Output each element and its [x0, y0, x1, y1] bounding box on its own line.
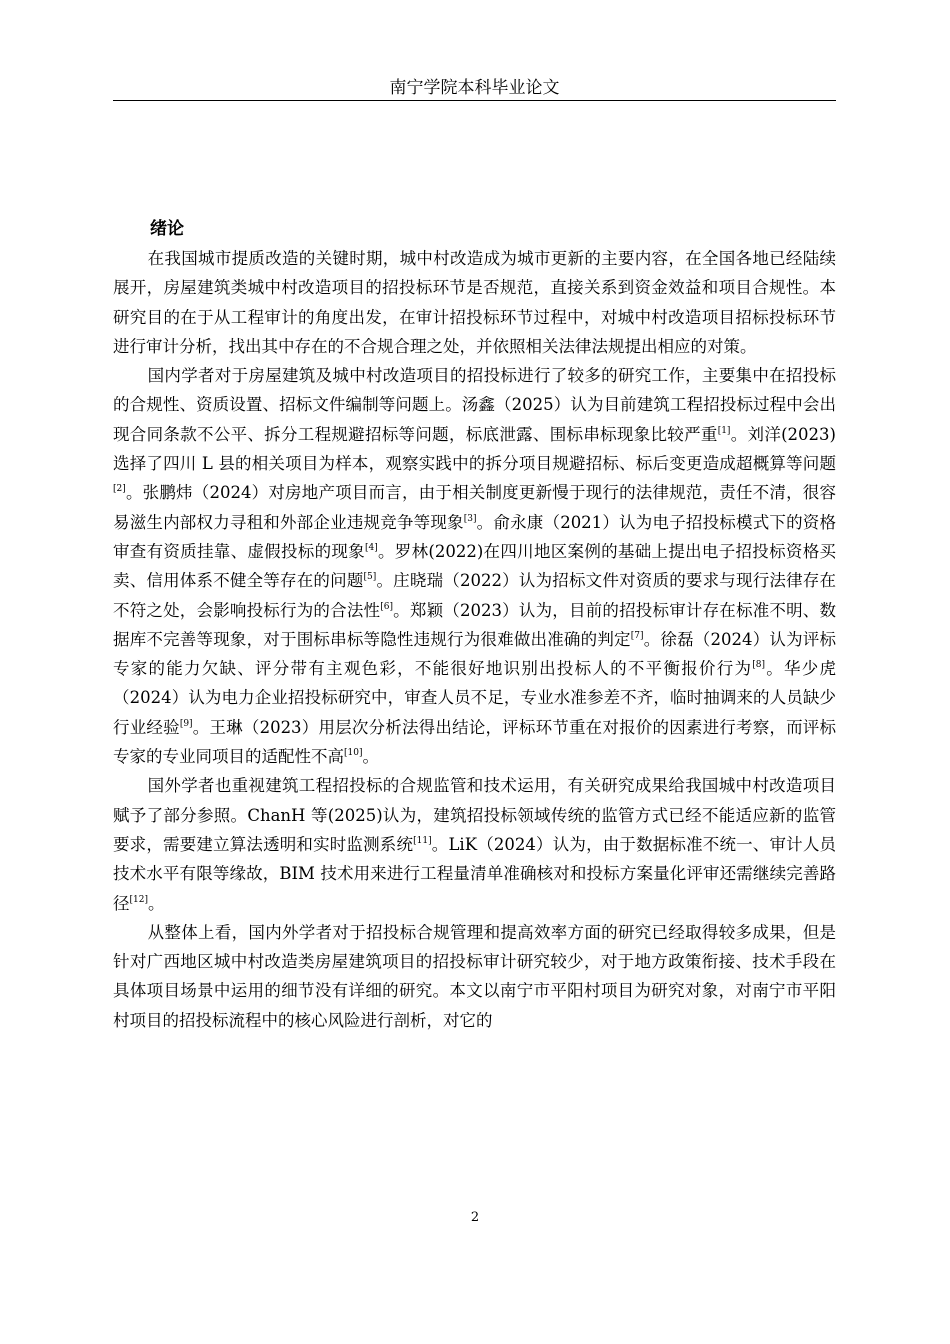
section-heading: 绪论 — [150, 219, 184, 239]
citation-ref: [5] — [363, 572, 377, 583]
running-header: 南宁学院本科毕业论文 — [389, 78, 560, 98]
paragraph-text: 。庄晓瑞（2022）认为招标文件对资质的要求与现行法律存在不符之处，会影响投标行为的合法性 — [113, 571, 837, 620]
paragraph-text: 。华少虎（2024）认为电力企业招投标研究中，审查人员不足，专业水准参差不齐，临时抽调来的人员缺少行业经验 — [113, 659, 837, 737]
citation-ref: [9] — [179, 718, 193, 729]
citation-ref: [1] — [717, 425, 731, 436]
page-number: 2 — [470, 1210, 480, 1225]
paragraph-text: 。徐磊（2024）认为评标专家的能力欠缺、评分带有主观色彩，不能很好地识别出投标人的不平衡报价行为 — [113, 629, 837, 679]
paragraph-text: 。LiK（2024）认为，由于数据标准不统一、审计人员技术水平有限等缘故，BIM 技术用来进行工程量清单准确核对和投标方案量化评审还需继续完善路径 — [113, 834, 837, 913]
citation-ref: [3] — [463, 513, 477, 524]
paragraph-text: 。郑颖（2023）认为，目前的招投标审计存在标准不明、数据库不完善等现象，对于围标串标等隐性违规行为很难做出准确的判定 — [113, 600, 837, 649]
paragraph-text: 。张鹏炜（2024）对房地产项目而言，由于相关制度更新慢于现行的法律规范，责任不清，很容易滋生内部权力寻租和外部企业违规竞争等现象 — [113, 483, 836, 532]
citation-ref: [12] — [129, 894, 148, 905]
paragraph-text: 。 — [362, 747, 379, 767]
citation-ref: [11] — [413, 835, 432, 846]
citation-ref: [7] — [630, 630, 644, 641]
paragraph-text: 从整体上看，国内外学者对于招投标合规管理和提高效率方面的研究已经取得较多成果，但是针对广西地区城中村改造类房屋建筑项目的招投标审计研究较少，对于地方政策衔接、技术手段在具体项目场景中运用的细节没有详细的研究。本文以南宁市平阳村项目为研究对象，对南宁市平阳村项目的招投标流程中的核心风险进行剖析，对它的 — [113, 922, 836, 1030]
paragraph-text: 。 — [147, 893, 165, 913]
body-paragraph — [113, 361, 836, 771]
paragraph-text: 。俞永康（2021）认为电子招投标模式下的资格审查有资质挂靠、虚假投标的现象 — [113, 512, 836, 561]
citation-ref: [2] — [113, 484, 126, 495]
paragraph-text: 国外学者也重视建筑工程招投标的合规监管和技术运用，有关研究成果给我国城中村改造项目赋予了部分参照。ChanH 等(2025)认为，建筑招投标领域传统的监管方式已经不能适应新的监管要求，需要建立算法透明和实时监测系统 — [113, 776, 836, 854]
citation-ref: [10] — [344, 748, 363, 759]
body-paragraph — [113, 918, 836, 1035]
body-paragraph — [113, 244, 836, 361]
paragraph-text: 国内学者对于房屋建筑及城中村改造项目的招投标进行了较多的研究工作，主要集中在招投标的合规性、资质设置、招标文件编制等问题上。汤鑫（2025）认为目前建筑工程招投标过程中会出现合同条款不公平、拆分工程规避招标等问题，标底泄露、围标串标现象比较严重 — [113, 366, 836, 444]
citation-ref: [4] — [364, 542, 378, 553]
body-text — [113, 244, 836, 1035]
paragraph-text: 。刘洋(2023)选择了四川 L 县的相关项目为样本，观察实践中的拆分项目规避招标、标后变更造成超概算等问题 — [113, 424, 836, 474]
body-paragraph — [113, 771, 836, 917]
citation-ref: [6] — [380, 601, 393, 612]
paragraph-text: 。王琳（2023）用层次分析法得出结论，评标环节重在对报价的因素进行考察，而评标专家的专业同项目的适配性不高 — [113, 717, 836, 767]
paragraph-text: 在我国城市提质改造的关键时期，城中村改造成为城市更新的主要内容，在全国各地已经陆续展开，房屋建筑类城中村改造项目的招投标环节是否规范，直接关系到资金效益和项目合规性。本研究目的在于从工程审计的角度出发，在审计招投标环节过程中，对城中村改造项目招标投标环节进行审计分析，找出其中存在的不合规合理之处，并依照相关法律法规提出相应的对策。 — [113, 249, 836, 356]
header-rule — [113, 100, 836, 101]
citation-ref: [8] — [752, 660, 765, 671]
paragraph-text: 。罗林(2022)在四川地区案例的基础上提出电子招投标资格买卖、信用体系不健全等存在的问题 — [113, 541, 836, 591]
